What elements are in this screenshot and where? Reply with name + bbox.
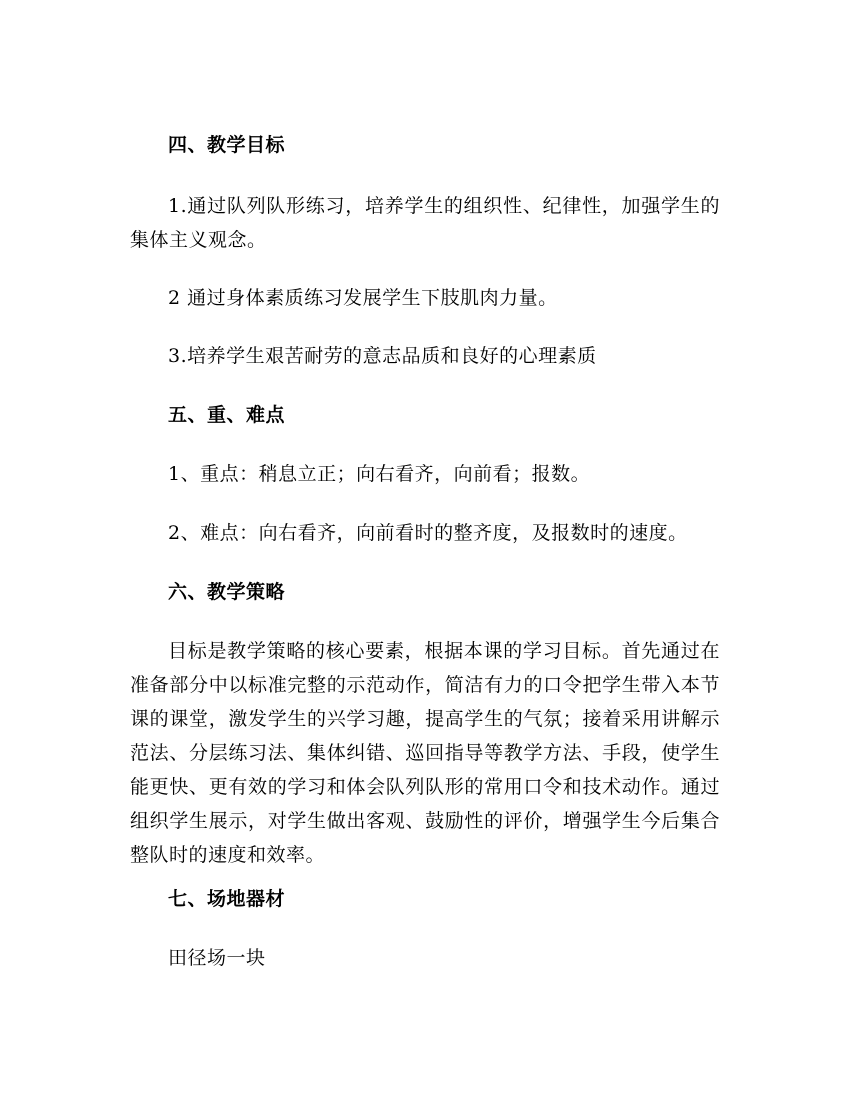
strategy-paragraph: 目标是教学策略的核心要素，根据本课的学习目标。首先通过在准备部分中以标准完整的示范动作，简洁有力的口令把学生带入本节课的课堂，激发学生的兴学习趣，提高学生的气氛；接着采用讲解示范法、分层练习法、集体纠错、巡回指导等教学方法、手段，使学生能更快、更有效的学习和体会队列队形的常用口令和技术动作。通过组织学生展示，对学生做出客观、鼓励性的评价，增强学生今后集合整队时的速度和效率。 xyxy=(130,640,720,866)
heading-teaching-objectives: 四、教学目标 xyxy=(168,134,286,156)
objective-paragraph-1: 1.通过队列队形练习，培养学生的组织性、纪律性，加强学生的集体主义观念。 xyxy=(130,195,720,251)
heading-venue-equipment: 七、场地器材 xyxy=(168,888,286,910)
objective-paragraph-2: 2 通过身体素质练习发展学生下肢肌肉力量。 xyxy=(168,287,558,309)
heading-teaching-strategy: 六、教学策略 xyxy=(168,581,286,603)
objective-paragraph-3: 3.培养学生艰苦耐劳的意志品质和良好的心理素质 xyxy=(168,345,597,367)
venue-paragraph: 田径场一块 xyxy=(168,947,266,969)
heading-key-points: 五、重、难点 xyxy=(168,404,286,426)
difficulty-paragraph: 2、难点：向右看齐，向前看时的整齐度，及报数时的速度。 xyxy=(168,522,688,544)
key-point-paragraph: 1、重点：稍息立正；向右看齐，向前看；报数。 xyxy=(168,463,591,485)
